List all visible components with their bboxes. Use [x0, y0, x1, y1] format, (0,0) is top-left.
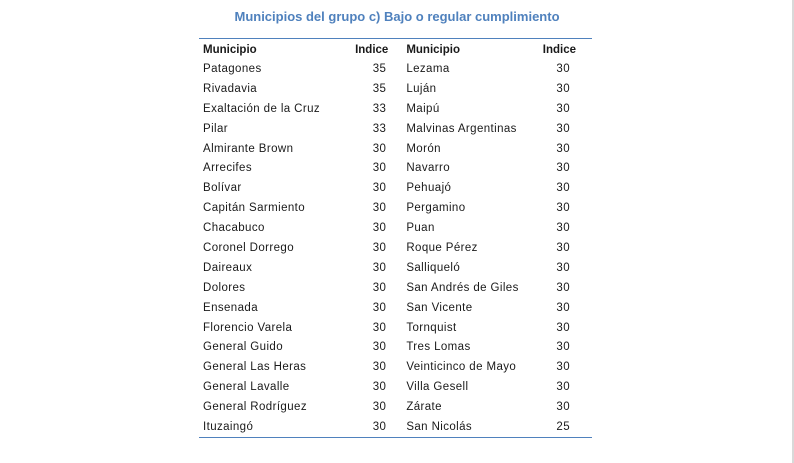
- cell-indice-2: 30: [556, 202, 570, 215]
- header-municipio-1: Municipio: [203, 43, 257, 56]
- cell-municipio-1: General Las Heras: [203, 361, 307, 374]
- cell-indice-1: 35: [372, 62, 387, 75]
- cell-municipio-1: Rivadavia: [203, 82, 258, 95]
- cell-indice-1: 30: [372, 202, 387, 215]
- cell-indice-2: 30: [556, 222, 570, 235]
- table-row: [199, 198, 592, 218]
- cell-indice-1: 30: [372, 182, 387, 195]
- table-row: [199, 298, 592, 318]
- cell-municipio-1: Chacabuco: [203, 222, 265, 235]
- cell-municipio-1: Exaltación de la Cruz: [203, 102, 321, 115]
- cell-indice-2: 30: [556, 122, 570, 135]
- cell-indice-2: 30: [556, 341, 570, 354]
- cell-indice-2: 30: [556, 102, 570, 115]
- cell-indice-1: 33: [372, 102, 387, 115]
- cell-municipio-2: San Vicente: [406, 301, 473, 314]
- cell-indice-2: 25: [556, 420, 570, 433]
- table-header-row: [199, 39, 592, 59]
- cell-municipio-1: Coronel Dorrego: [203, 241, 295, 254]
- cell-municipio-2: Salliqueló: [406, 261, 461, 274]
- cell-municipio-2: Luján: [406, 82, 437, 95]
- cell-indice-1: 30: [372, 142, 387, 155]
- cell-municipio-2: Puan: [406, 222, 435, 235]
- table-row: [199, 337, 592, 357]
- cell-indice-2: 30: [556, 381, 570, 394]
- cell-municipio-1: Almirante Brown: [203, 142, 294, 155]
- cell-indice-1: 30: [372, 381, 387, 394]
- table-body: [199, 59, 592, 437]
- table-row: [199, 278, 592, 298]
- cell-indice-2: 30: [556, 281, 570, 294]
- header-indice-1: Indice: [355, 43, 389, 56]
- cell-indice-1: 30: [372, 401, 387, 414]
- cell-municipio-1: Dolores: [203, 281, 246, 294]
- cell-municipio-2: Villa Gesell: [406, 381, 469, 394]
- table-row: [199, 119, 592, 139]
- cell-indice-2: 30: [556, 162, 570, 175]
- table-row: [199, 238, 592, 258]
- table-row: [199, 417, 592, 437]
- cell-indice-1: 30: [372, 162, 387, 175]
- table-row: [199, 397, 592, 417]
- table-row: [199, 99, 592, 119]
- cell-municipio-1: Ituzaingó: [203, 420, 254, 433]
- cell-indice-1: 33: [372, 122, 387, 135]
- cell-indice-1: 35: [372, 82, 387, 95]
- cell-municipio-1: Patagones: [203, 62, 262, 75]
- cell-municipio-1: Capitán Sarmiento: [203, 202, 306, 215]
- cell-indice-1: 30: [372, 222, 387, 235]
- table-row: [199, 377, 592, 397]
- cell-indice-2: 30: [556, 142, 570, 155]
- cell-municipio-1: Arrecifes: [203, 162, 252, 175]
- cell-indice-1: 30: [372, 420, 387, 433]
- cell-indice-1: 30: [372, 261, 387, 274]
- cell-municipio-1: Bolívar: [203, 182, 242, 195]
- cell-indice-1: 30: [372, 341, 387, 354]
- cell-indice-1: 30: [372, 321, 387, 334]
- cell-municipio-2: Tres Lomas: [406, 341, 471, 354]
- cell-municipio-2: Zárate: [406, 401, 442, 414]
- cell-municipio-2: Pergamino: [406, 202, 466, 215]
- table-row: [199, 178, 592, 198]
- cell-municipio-2: Morón: [406, 142, 441, 155]
- cell-indice-1: 30: [372, 301, 387, 314]
- cell-municipio-2: San Andrés de Giles: [406, 281, 519, 294]
- header-municipio-2: Municipio: [406, 43, 460, 56]
- table-row: [199, 258, 592, 278]
- cell-municipio-2: Navarro: [406, 162, 451, 175]
- table-row: [199, 79, 592, 99]
- municipios-table: [199, 38, 592, 438]
- table-row: [199, 218, 592, 238]
- cell-municipio-1: Ensenada: [203, 301, 258, 314]
- cell-municipio-1: Florencio Varela: [203, 321, 293, 334]
- header-indice-2: Indice: [542, 43, 576, 56]
- cell-municipio-1: Pilar: [203, 122, 229, 135]
- cell-municipio-2: Pehuajó: [406, 182, 452, 195]
- cell-municipio-2: Malvinas Argentinas: [406, 122, 517, 135]
- table-row: [199, 158, 592, 178]
- cell-municipio-2: Veinticinco de Mayo: [406, 361, 517, 374]
- table-row: [199, 59, 592, 79]
- cell-indice-1: 30: [372, 281, 387, 294]
- cell-indice-2: 30: [556, 182, 570, 195]
- cell-indice-2: 30: [556, 261, 570, 274]
- cell-indice-2: 30: [556, 401, 570, 414]
- cell-indice-2: 30: [556, 321, 570, 334]
- cell-municipio-2: Roque Pérez: [406, 241, 478, 254]
- cell-municipio-1: General Lavalle: [203, 381, 290, 394]
- table-row: [199, 318, 592, 338]
- cell-municipio-2: Tornquist: [406, 321, 457, 334]
- table-row: [199, 357, 592, 377]
- cell-indice-2: 30: [556, 82, 570, 95]
- cell-indice-2: 30: [556, 301, 570, 314]
- cell-indice-2: 30: [556, 361, 570, 374]
- cell-municipio-1: General Rodríguez: [203, 401, 307, 414]
- cell-municipio-2: San Nicolás: [406, 420, 473, 433]
- cell-municipio-1: Daireaux: [203, 261, 253, 274]
- cell-municipio-1: General Guido: [203, 341, 283, 354]
- table-row: [199, 139, 592, 159]
- cell-municipio-2: Lezama: [406, 62, 450, 75]
- cell-indice-2: 30: [556, 62, 570, 75]
- cell-indice-1: 30: [372, 361, 387, 374]
- cell-indice-1: 30: [372, 241, 387, 254]
- cell-indice-2: 30: [556, 241, 570, 254]
- cell-municipio-2: Maipú: [406, 102, 440, 115]
- table-title: Municipios del grupo c) Bajo o regular cumplimiento: [234, 9, 560, 24]
